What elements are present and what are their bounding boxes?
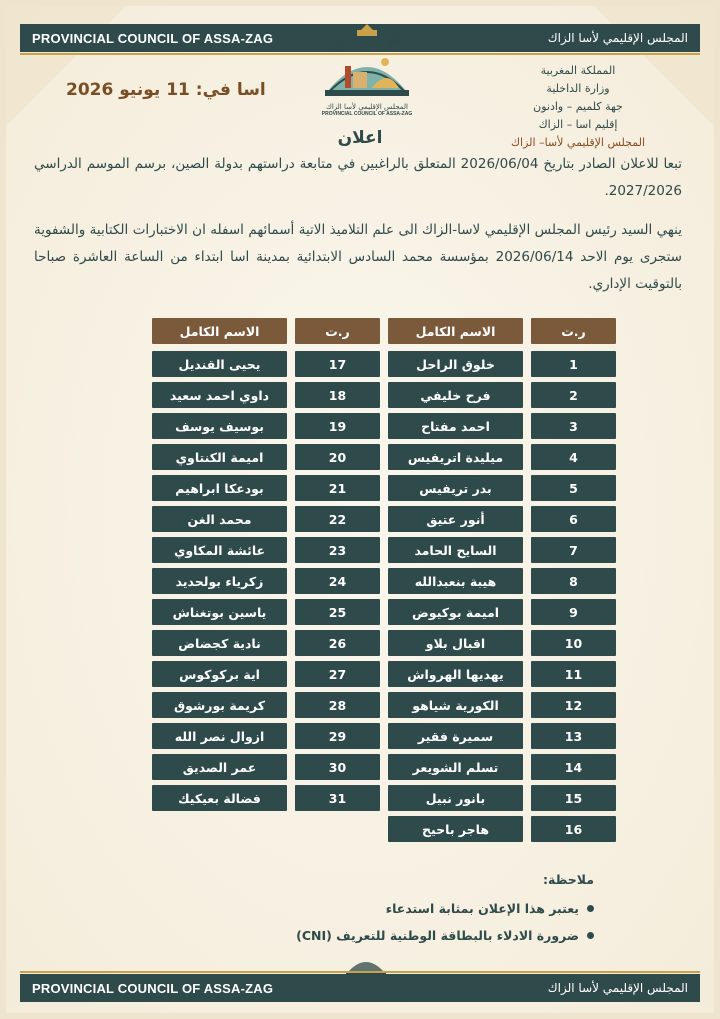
bullet-icon [587, 932, 594, 939]
table-row [152, 537, 616, 563]
student-number: 29 [295, 723, 380, 749]
student-number: 15 [531, 785, 616, 811]
student-number: 19 [295, 413, 380, 439]
student-number: 8 [531, 568, 616, 594]
student-number: 27 [295, 661, 380, 687]
student-number: 20 [295, 444, 380, 470]
col-header-number: ر.ت [295, 318, 380, 344]
student-number: 26 [295, 630, 380, 656]
student-name: هيبة بنعبدالله [388, 568, 523, 594]
student-name: بدر تريفيس [388, 475, 523, 501]
table-row [152, 816, 616, 842]
org-line: المجلس الإقليمي لأسا– الزاك [510, 136, 646, 149]
student-name: بانور نبيل [388, 785, 523, 811]
student-number: 14 [531, 754, 616, 780]
student-name: يهديها الهرواش [388, 661, 523, 687]
table-row [152, 630, 616, 656]
student-name: بودعكا ابراهيم [152, 475, 287, 501]
student-number: 22 [295, 506, 380, 532]
table-row [152, 475, 616, 501]
document-date: اسا في: 11 يونيو 2026 [66, 80, 266, 100]
table-row [152, 785, 616, 811]
student-name: فرح خليفي [388, 382, 523, 408]
student-name: ازوال نصر الله [152, 723, 287, 749]
student-name: فضالة بعيكيك [152, 785, 287, 811]
col-header-name: الاسم الكامل [152, 318, 287, 344]
student-number: 25 [295, 599, 380, 625]
student-name: داوي احمد سعيد [152, 382, 287, 408]
student-name: هاجر باحيح [388, 816, 523, 842]
org-line: المملكة المغربية [540, 64, 616, 77]
paragraph-intro: تبعا للاعلان الصادر بتاريخ 2026/06/04 المتعلق بالراغبين في متابعة دراستهم بدولة الصين، برسم الموسم الدراسي 2027/2026. [34, 156, 682, 199]
table-row [152, 382, 616, 408]
paragraph-body: ينهي السيد رئيس المجلس الإقليمي لاسا-الزاك الى علم التلاميذ الاتية أسمائهم اسفله ان الاختبارات الكتابية والشفوية ستجرى يوم الاحد 2026/06/14 بمؤسسة محمد السادس الابتدائية بمدينة اسا ابتداء من الساعة العاشرة صباحا بالتوقيت الإداري. [34, 222, 682, 292]
student-name: اقبال بلاو [388, 630, 523, 656]
students-table [152, 351, 616, 847]
student-name: بوسيف يوسف [152, 413, 287, 439]
student-number: 2 [531, 382, 616, 408]
student-name: عائشة المكاوي [152, 537, 287, 563]
note-text: يعتبر هذا الإعلان بمثابة استدعاء [385, 901, 579, 916]
table-row [152, 754, 616, 780]
student-name: اية بركوكوس [152, 661, 287, 687]
student-number: 24 [295, 568, 380, 594]
student-number: 3 [531, 413, 616, 439]
table-row [152, 661, 616, 687]
student-name: عمر الصديق [152, 754, 287, 780]
table-row [152, 568, 616, 594]
table-row [152, 351, 616, 377]
student-name: كريمة بورشوق [152, 692, 287, 718]
student-number: 31 [295, 785, 380, 811]
student-name: ميليدة اتريفيس [388, 444, 523, 470]
table-header [152, 318, 616, 344]
student-number: 16 [531, 816, 616, 842]
student-name: زكرياء بولحديد [152, 568, 287, 594]
note-item [194, 901, 594, 916]
footer-band [20, 974, 700, 1002]
student-name: سميرة فقير [388, 723, 523, 749]
student-number: 12 [531, 692, 616, 718]
student-name: ياسين بوتغناش [152, 599, 287, 625]
footer-en-title: PROVINCIAL COUNCIL OF ASSA-ZAG [32, 980, 274, 996]
student-number: 1 [531, 351, 616, 377]
student-name: السايح الحامد [388, 537, 523, 563]
table-row [152, 413, 616, 439]
footer-ar-title: المجلس الإقليمي لأسا الزاك [547, 981, 688, 995]
bullet-icon [587, 905, 594, 912]
note-item [194, 928, 594, 943]
footer-gold-line [20, 971, 700, 973]
student-number: 4 [531, 444, 616, 470]
student-number: 6 [531, 506, 616, 532]
logo-caption-ar: المجلس الإقليمي لأسا الزاك [326, 103, 408, 111]
org-line: وزارة الداخلية [546, 82, 610, 95]
header-en-title: PROVINCIAL COUNCIL OF ASSA-ZAG [32, 30, 274, 46]
col-header-name: الاسم الكامل [388, 318, 523, 344]
note-text: ضرورة الادلاء بالبطاقة الوطنية للتعريف (CNI) [296, 928, 579, 943]
student-name: محمد الغن [152, 506, 287, 532]
announcement-title: اعلان [337, 128, 383, 148]
student-number: 18 [295, 382, 380, 408]
student-number: 9 [531, 599, 616, 625]
student-number: 10 [531, 630, 616, 656]
student-name: اميمة بوكيوض [388, 599, 523, 625]
council-emblem-icon [317, 22, 417, 102]
student-number: 11 [531, 661, 616, 687]
student-name: أنور عتيق [388, 506, 523, 532]
table-row [152, 692, 616, 718]
council-logo [312, 22, 422, 126]
student-name: يحيى القنديل [152, 351, 287, 377]
logo-caption-en: PROVINCIAL COUNCIL OF ASSA-ZAG [321, 111, 413, 117]
student-name: تسلم الشويعر [388, 754, 523, 780]
org-line: جهة كلميم – وادنون [533, 100, 623, 113]
student-name: خلوق الراحل [388, 351, 523, 377]
student-number: 23 [295, 537, 380, 563]
student-number: 7 [531, 537, 616, 563]
student-number: 17 [295, 351, 380, 377]
student-number [295, 816, 380, 842]
student-number: 21 [295, 475, 380, 501]
student-name: نادية كجضاض [152, 630, 287, 656]
col-header-number: ر.ت [531, 318, 616, 344]
notes-block [194, 872, 594, 955]
table-row [152, 599, 616, 625]
table-row [152, 444, 616, 470]
table-row [152, 723, 616, 749]
student-name [152, 816, 287, 842]
student-name: الكورية شياهو [388, 692, 523, 718]
table-row [152, 506, 616, 532]
student-number: 28 [295, 692, 380, 718]
org-line: إقليم اسا – الزاك [538, 118, 618, 131]
student-name: اميمة الكنتاوي [152, 444, 287, 470]
student-name: احمد مفتاح [388, 413, 523, 439]
student-number: 30 [295, 754, 380, 780]
student-number: 5 [531, 475, 616, 501]
header-ar-title: المجلس الإقليمي لأسا الزاك [547, 31, 688, 45]
student-number: 13 [531, 723, 616, 749]
notes-label: ملاحظة: [543, 872, 594, 887]
